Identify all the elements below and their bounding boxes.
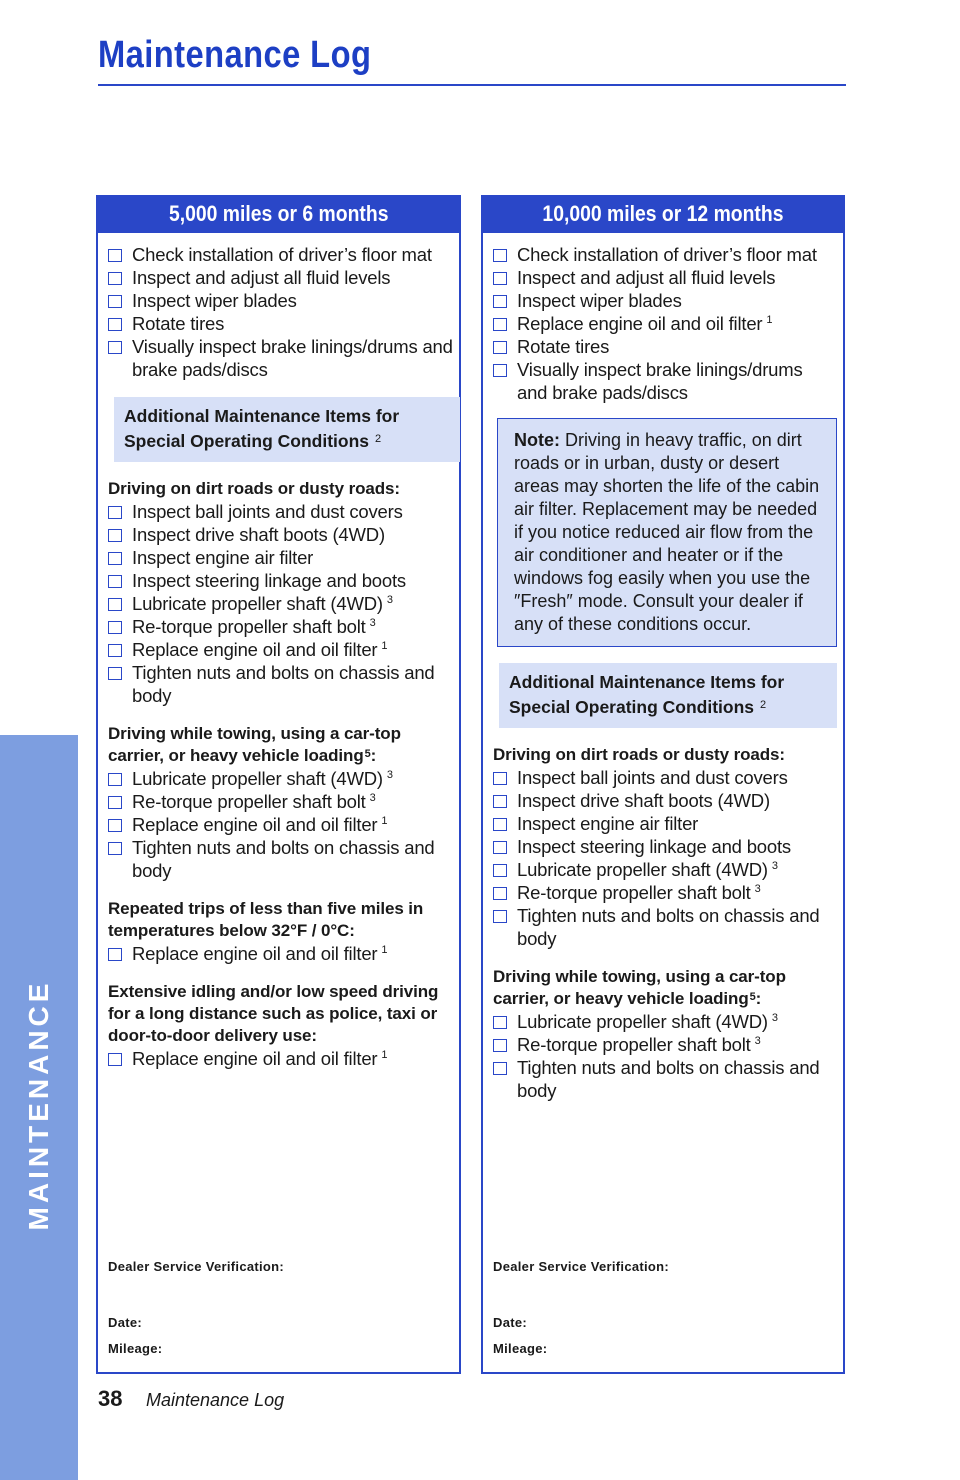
checkbox-icon[interactable] bbox=[493, 1016, 507, 1029]
checkbox-icon[interactable] bbox=[108, 621, 122, 634]
checklist-item bbox=[493, 789, 837, 812]
checklist bbox=[108, 942, 453, 965]
checkbox-icon[interactable] bbox=[108, 667, 122, 680]
checkbox-icon[interactable] bbox=[108, 796, 122, 809]
checklist-item bbox=[108, 569, 453, 592]
checkbox-icon[interactable] bbox=[493, 272, 507, 285]
checklist bbox=[108, 500, 453, 707]
checklist-item-text: Inspect drive shaft boots (4WD) bbox=[132, 524, 385, 545]
checkbox-icon[interactable] bbox=[493, 910, 507, 923]
column-header bbox=[96, 195, 461, 233]
special-conditions-box bbox=[499, 663, 837, 728]
checkbox-icon[interactable] bbox=[108, 552, 122, 565]
checklist-item bbox=[108, 335, 453, 381]
checklist-item-text: Check installation of driver’s floor mat bbox=[132, 244, 432, 265]
checklist-item-text: Lubricate propeller shaft (4WD) bbox=[132, 768, 383, 789]
checkbox-icon[interactable] bbox=[493, 341, 507, 354]
special-conditions-box bbox=[114, 397, 460, 462]
mileage-label: Mileage: bbox=[108, 1341, 163, 1356]
footnote-ref: 1 bbox=[381, 640, 388, 652]
checklist-item-text: Inspect ball joints and dust covers bbox=[517, 767, 788, 788]
checklist-item bbox=[493, 243, 837, 266]
checkbox-icon[interactable] bbox=[108, 842, 122, 855]
checkbox-icon[interactable] bbox=[108, 1053, 122, 1066]
checklist-item-text: Re-torque propeller shaft bolt bbox=[517, 882, 751, 903]
mileage-label: Mileage: bbox=[493, 1341, 548, 1356]
footnote-ref: 3 bbox=[771, 860, 778, 872]
footnote-ref: 3 bbox=[369, 792, 376, 804]
checkbox-icon[interactable] bbox=[108, 318, 122, 331]
column-header-text: 10,000 miles or 12 months bbox=[542, 201, 784, 226]
checklist-item bbox=[108, 312, 453, 335]
checklist-item-text: Tighten nuts and bolts on chassis and body bbox=[132, 662, 435, 706]
checkbox-icon[interactable] bbox=[108, 644, 122, 657]
checklist-item-text: Inspect engine air filter bbox=[132, 547, 314, 568]
checkbox-icon[interactable] bbox=[493, 887, 507, 900]
checklist-item-text: Replace engine oil and oil filter bbox=[132, 639, 378, 660]
checklist-item bbox=[108, 813, 453, 836]
checklist-item bbox=[493, 881, 837, 904]
checklist-item-text: Visually inspect brake linings/drums and brake pads/discs bbox=[517, 359, 803, 403]
footnote-ref: 1 bbox=[381, 815, 388, 827]
dealer-verification-label: Dealer Service Verification: bbox=[493, 1259, 670, 1274]
checklist-item-text: Lubricate propeller shaft (4WD) bbox=[132, 593, 383, 614]
footnote-ref: 3 bbox=[754, 1035, 761, 1047]
dealer-verification-label: Dealer Service Verification: bbox=[108, 1259, 285, 1274]
checklist-item bbox=[108, 615, 453, 638]
title-divider bbox=[98, 84, 846, 86]
checklist bbox=[108, 1047, 453, 1070]
checklist-item-text: Replace engine oil and oil filter bbox=[517, 313, 763, 334]
column-header-text: 5,000 miles or 6 months bbox=[168, 201, 389, 226]
checklist-item bbox=[108, 836, 453, 882]
note-label: Note: bbox=[514, 430, 560, 450]
checklist-item-text: Inspect wiper blades bbox=[517, 290, 682, 311]
checkbox-icon[interactable] bbox=[108, 819, 122, 832]
checklist-item-text: Lubricate propeller shaft (4WD) bbox=[517, 859, 768, 880]
checklist-item-text: Re-torque propeller shaft bolt bbox=[132, 791, 366, 812]
page-title: Maintenance Log bbox=[98, 34, 372, 76]
date-label: Date: bbox=[108, 1315, 143, 1330]
checklist-item-text: Visually inspect brake linings/drums and brake pads/discs bbox=[132, 336, 453, 380]
column-body bbox=[483, 233, 843, 1102]
cabin-filter-note bbox=[497, 418, 837, 647]
checklist-item bbox=[493, 835, 837, 858]
checkbox-icon[interactable] bbox=[493, 772, 507, 785]
checklist-item-text: Replace engine oil and oil filter bbox=[132, 1048, 378, 1069]
checklist-item-text: Lubricate propeller shaft (4WD) bbox=[517, 1011, 768, 1032]
checklist-item bbox=[108, 546, 453, 569]
checklist-item-text: Tighten nuts and bolts on chassis and body bbox=[517, 1057, 820, 1101]
footnote-ref: 1 bbox=[381, 1049, 388, 1061]
checkbox-icon[interactable] bbox=[108, 948, 122, 961]
checklist-item bbox=[493, 904, 837, 950]
checklist bbox=[108, 767, 453, 882]
checklist-item bbox=[493, 266, 837, 289]
checklist-item bbox=[108, 661, 453, 707]
column-body bbox=[98, 233, 459, 1070]
checkbox-icon[interactable] bbox=[108, 506, 122, 519]
checklist-item-text: Replace engine oil and oil filter bbox=[132, 943, 378, 964]
checklist-item bbox=[108, 1047, 453, 1070]
checklist-item bbox=[108, 243, 453, 266]
checklist-item bbox=[108, 790, 453, 813]
checklist-item bbox=[108, 289, 453, 312]
column-header bbox=[481, 195, 845, 233]
footer-label: Maintenance Log bbox=[146, 1390, 285, 1410]
condition-heading: Driving on dirt roads or dusty roads: bbox=[108, 479, 400, 498]
checklist-item-text: Rotate tires bbox=[132, 313, 225, 334]
checkbox-icon[interactable] bbox=[493, 318, 507, 331]
footnote-ref: 3 bbox=[386, 769, 393, 781]
checkbox-icon[interactable] bbox=[493, 364, 507, 377]
date-label: Date: bbox=[493, 1315, 528, 1330]
checklist-item-text: Tighten nuts and bolts on chassis and body bbox=[517, 905, 820, 949]
page-number: 38 bbox=[98, 1386, 123, 1411]
checkbox-icon[interactable] bbox=[493, 1039, 507, 1052]
checklist-item bbox=[493, 289, 837, 312]
checkbox-icon[interactable] bbox=[493, 795, 507, 808]
checklist-item bbox=[493, 812, 837, 835]
footnote-ref: 1 bbox=[766, 314, 773, 326]
checklist-item bbox=[493, 1033, 837, 1056]
condition-heading: Driving on dirt roads or dusty roads: bbox=[493, 745, 785, 764]
checkbox-icon[interactable] bbox=[493, 1062, 507, 1075]
checklist bbox=[108, 243, 453, 381]
checklist bbox=[493, 243, 837, 404]
condition-heading: Extensive idling and/or low speed driving for a long distance such as police, taxi or door-to-door delivery use: bbox=[108, 982, 439, 1045]
checkbox-icon[interactable] bbox=[493, 249, 507, 262]
checklist-item bbox=[493, 312, 837, 335]
checklist-item bbox=[108, 638, 453, 661]
condition-heading: Repeated trips of less than five miles in temperatures below 32°F / 0°C: bbox=[108, 899, 424, 940]
checkbox-icon[interactable] bbox=[108, 598, 122, 611]
checklist-item bbox=[108, 592, 453, 615]
footnote-ref: 3 bbox=[771, 1012, 778, 1024]
checkbox-icon[interactable] bbox=[108, 295, 122, 308]
checklist-item bbox=[493, 858, 837, 881]
checklist-item-text: Inspect and adjust all fluid levels bbox=[132, 267, 391, 288]
checklist-item-text: Inspect ball joints and dust covers bbox=[132, 501, 403, 522]
special-conditions-title: Additional Maintenance Items for Special Operating Conditions $^2$ bbox=[124, 406, 400, 451]
checklist-item bbox=[108, 266, 453, 289]
checklist-item bbox=[108, 523, 453, 546]
checkbox-icon[interactable] bbox=[108, 249, 122, 262]
footnote-ref: 3 bbox=[386, 594, 393, 606]
log-column-10000 bbox=[481, 195, 845, 1374]
checklist-item bbox=[108, 942, 453, 965]
checklist-item-text: Check installation of driver’s floor mat bbox=[517, 244, 817, 265]
checklist-item-text: Inspect engine air filter bbox=[517, 813, 699, 834]
footnote-ref: 1 bbox=[381, 944, 388, 956]
checklist-item-text: Inspect steering linkage and boots bbox=[517, 836, 791, 857]
condition-heading: Driving while towing, using a car-top carrier, or heavy vehicle loading$^5$: bbox=[493, 967, 786, 1008]
note-text: Driving in heavy traffic, on dirt roads or in urban, dusty or desert areas may shorten the life of the cabin air filter. Replacement may be needed if you notice reduced air flow from the air conditioner and heater or if the windows fog easily when you use the ″Fresh″ mode. Consult your dealer if any of these conditions occur. bbox=[514, 430, 820, 634]
condition-heading: Driving while towing, using a car-top carrier, or heavy vehicle loading$^5$: bbox=[108, 724, 401, 765]
checkbox-icon[interactable] bbox=[493, 295, 507, 308]
checklist-item-text: Inspect steering linkage and boots bbox=[132, 570, 406, 591]
checklist-item-text: Inspect wiper blades bbox=[132, 290, 297, 311]
checklist-item bbox=[493, 1056, 837, 1102]
checklist-item bbox=[493, 766, 837, 789]
checklist-item-text: Inspect drive shaft boots (4WD) bbox=[517, 790, 770, 811]
special-sections bbox=[493, 744, 837, 1102]
checklist-item-text: Re-torque propeller shaft bolt bbox=[517, 1034, 751, 1055]
checklist-item-text: Tighten nuts and bolts on chassis and body bbox=[132, 837, 435, 881]
footnote-ref: 3 bbox=[754, 883, 761, 895]
checkbox-icon[interactable] bbox=[493, 841, 507, 854]
checkbox-icon[interactable] bbox=[493, 864, 507, 877]
checkbox-icon[interactable] bbox=[108, 272, 122, 285]
checklist-item bbox=[493, 358, 837, 404]
special-sections bbox=[108, 478, 453, 1070]
checkbox-icon[interactable] bbox=[108, 773, 122, 786]
checklist-item bbox=[493, 1010, 837, 1033]
checkbox-icon[interactable] bbox=[108, 575, 122, 588]
checklist bbox=[493, 1010, 837, 1102]
checklist-item-text: Replace engine oil and oil filter bbox=[132, 814, 378, 835]
checklist-item-text: Re-torque propeller shaft bolt bbox=[132, 616, 366, 637]
special-conditions-title: Additional Maintenance Items for Special Operating Conditions $^2$ bbox=[509, 672, 785, 717]
checklist bbox=[493, 766, 837, 950]
checklist-item bbox=[108, 500, 453, 523]
checklist-item bbox=[108, 767, 453, 790]
log-column-5000 bbox=[96, 195, 461, 1374]
checklist-item-text: Inspect and adjust all fluid levels bbox=[517, 267, 776, 288]
footnote-ref: 3 bbox=[369, 617, 376, 629]
checkbox-icon[interactable] bbox=[108, 529, 122, 542]
checklist-item-text: Rotate tires bbox=[517, 336, 610, 357]
checkbox-icon[interactable] bbox=[493, 818, 507, 831]
section-side-tab-label: MAINTENANCE bbox=[23, 979, 54, 1231]
checklist-item bbox=[493, 335, 837, 358]
checkbox-icon[interactable] bbox=[108, 341, 122, 354]
